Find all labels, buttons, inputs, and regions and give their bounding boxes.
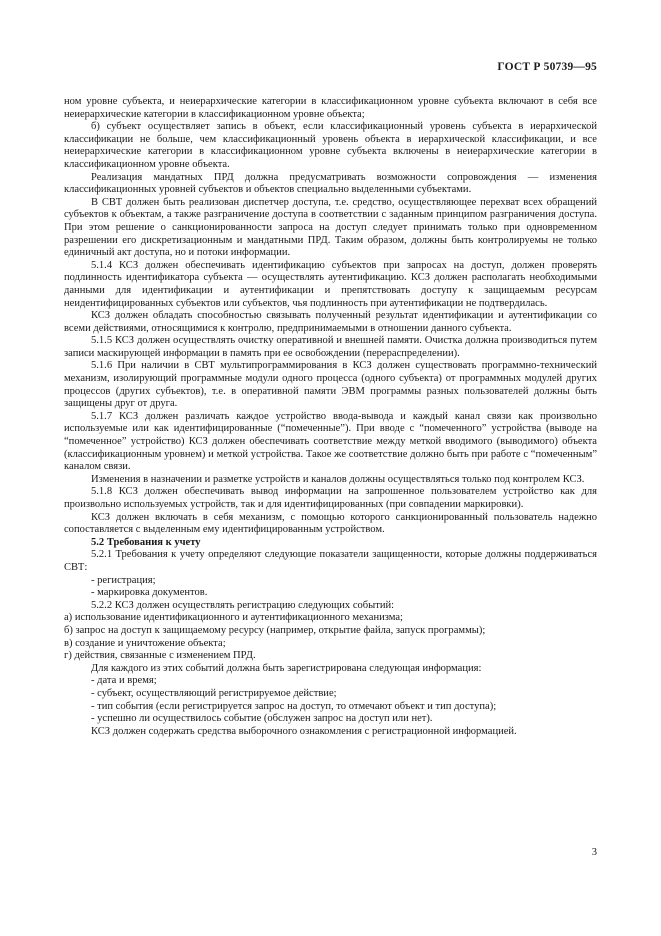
paragraph-5-1-8: 5.1.8 КСЗ должен обеспечивать вывод информации на запрошенное пользователем устройство как для произвольно используемых устройств, так и для идентифицированных (при совпадении маркировки).: [64, 486, 597, 510]
document-header: ГОСТ Р 50739—95: [497, 61, 597, 73]
paragraph-continuation: ном уровне субъекта, и неиерархические категории в классификационном уровне субъекта включают в себя все неиерархические категории в классификационном уровне объекта;: [64, 96, 597, 120]
paragraph-5-2-2: 5.2.2 КСЗ должен осуществлять регистрацию следующих событий:: [91, 599, 395, 611]
paragraph-write-rule: б) субъект осуществляет запись в объект, если классификационный уровень субъекта в иерархической классификации не больше, чем классификационный уровень объекта в иерархической классификации, и все неиерархические категории в классификационном уровне субъекта включены в неиерархические категории в классификационном уровне объекта.: [64, 121, 597, 170]
paragraph-5-1-6: 5.1.6 При наличии в СВТ мультипрограммирования в КСЗ должен существовать программно-технический механизм, изолирующий программные модули одного процесса (одного субъекта) от программных модулей других процессов (других субъектов), т.е. в оперативной памяти ЭВМ программы разных пользователей должны быть защищены друг от друга.: [64, 360, 597, 410]
section-heading-5-2: 5.2 Требования к учету: [91, 536, 201, 548]
paragraph-user-device-mapping: КСЗ должен включать в себя механизм, с помощью которого санкционированный пользователь надежно сопоставляется с выделенным ему идентифицированным устройством.: [64, 511, 597, 536]
paragraph-5-1-5: 5.1.5 КСЗ должен осуществлять очистку оперативной и внешней памяти. Очистка должна производиться путем записи маскирующей информации в память при ее освобождении (перераспределении).: [64, 335, 597, 359]
paragraph-5-2-1: 5.2.1 Требования к учету определяют следующие показатели защищенности, которые должны поддерживаться СВТ:: [64, 549, 597, 573]
paragraph-5-1-4: 5.1.4 КСЗ должен обеспечивать идентификацию субъектов при запросах на доступ, должен проверять подлинность идентификатора субъекта — осуществлять аутентификацию. КСЗ должен располагать необходимыми данными для идентификации и аутентификации и препятствовать доступу к защищаемым ресурсам неидентифицированных субъектов или субъектов, чья подлинность при аутентификации не подтвердилась.: [64, 259, 597, 309]
list-item: - тип события (если регистрируется запрос на доступ, то отмечают объект и тип доступа);: [91, 700, 497, 712]
list-item: г) действия, связанные с изменением ПРД.: [64, 650, 256, 662]
list-item: а) использование идентификационного и аутентификационного механизма;: [64, 612, 403, 624]
document-body: [64, 96, 597, 738]
list-item: б) запрос на доступ к защищаемому ресурсу (например, открытие файла, запуск программы);: [64, 624, 486, 636]
paragraph-mandatory-maintenance: Реализация мандатных ПРД должна предусматривать возможности сопровождения — изменения классификационных уровней субъектов и объектов специально выделенными субъектами.: [64, 171, 597, 196]
list-item: в) создание и уничтожение объекта;: [64, 637, 226, 649]
paragraph-5-1-7: 5.1.7 КСЗ должен различать каждое устройство ввода-вывода и каждый канал связи как произвольно используемые или как идентифицированные (“помеченные”). При вводе с “помеченного” устройства (выводе на “помеченное” устройство) КСЗ должен обеспечивать соответствие между меткой вводимого (выводимого) объекта (классификационным уровнем) и меткой устройства. Такое же соответствие должно быть при работе с “помеченным” каналом связи.: [64, 410, 597, 473]
list-item: - успешно ли осуществилось событие (обслужен запрос на доступ или нет).: [91, 713, 433, 725]
list-item: - регистрация;: [91, 574, 156, 586]
paragraph-selective-review: КСЗ должен содержать средства выборочного ознакомления с регистрационной информацией.: [91, 725, 517, 737]
list-item: - маркировка документов.: [91, 587, 208, 599]
paragraph-device-changes: Изменения в назначении и разметке устройств и каналов должны осуществляться только под контролем КСЗ.: [91, 473, 585, 485]
paragraph-access-dispatcher: В СВТ должен быть реализован диспетчер доступа, т.е. средство, осуществляющее перехват всех обращений субъектов к объектам, а также разграничение доступа в соответствии с заданным принципом разграничения доступа. При этом решение о санкционированности запроса на доступ следует принимать только при одновременном разрешении его дискретизационным и мандатными ПРД. Таким образом, должны быть контролируемы не только единичный акт доступа, но и потоки информации.: [64, 196, 597, 259]
list-item: - субъект, осуществляющий регистрируемое действие;: [91, 687, 337, 699]
page-number: 3: [591, 847, 597, 858]
paragraph-event-info: Для каждого из этих событий должна быть зарегистрирована следующая информация:: [91, 662, 482, 674]
paragraph-identification-binding: КСЗ должен обладать способностью связывать полученный результат идентификации и аутентификации со всеми действиями, относящимися к контролю, предпринимаемыми в отношении данного субъекта.: [64, 310, 597, 334]
list-item: - дата и время;: [91, 675, 157, 687]
